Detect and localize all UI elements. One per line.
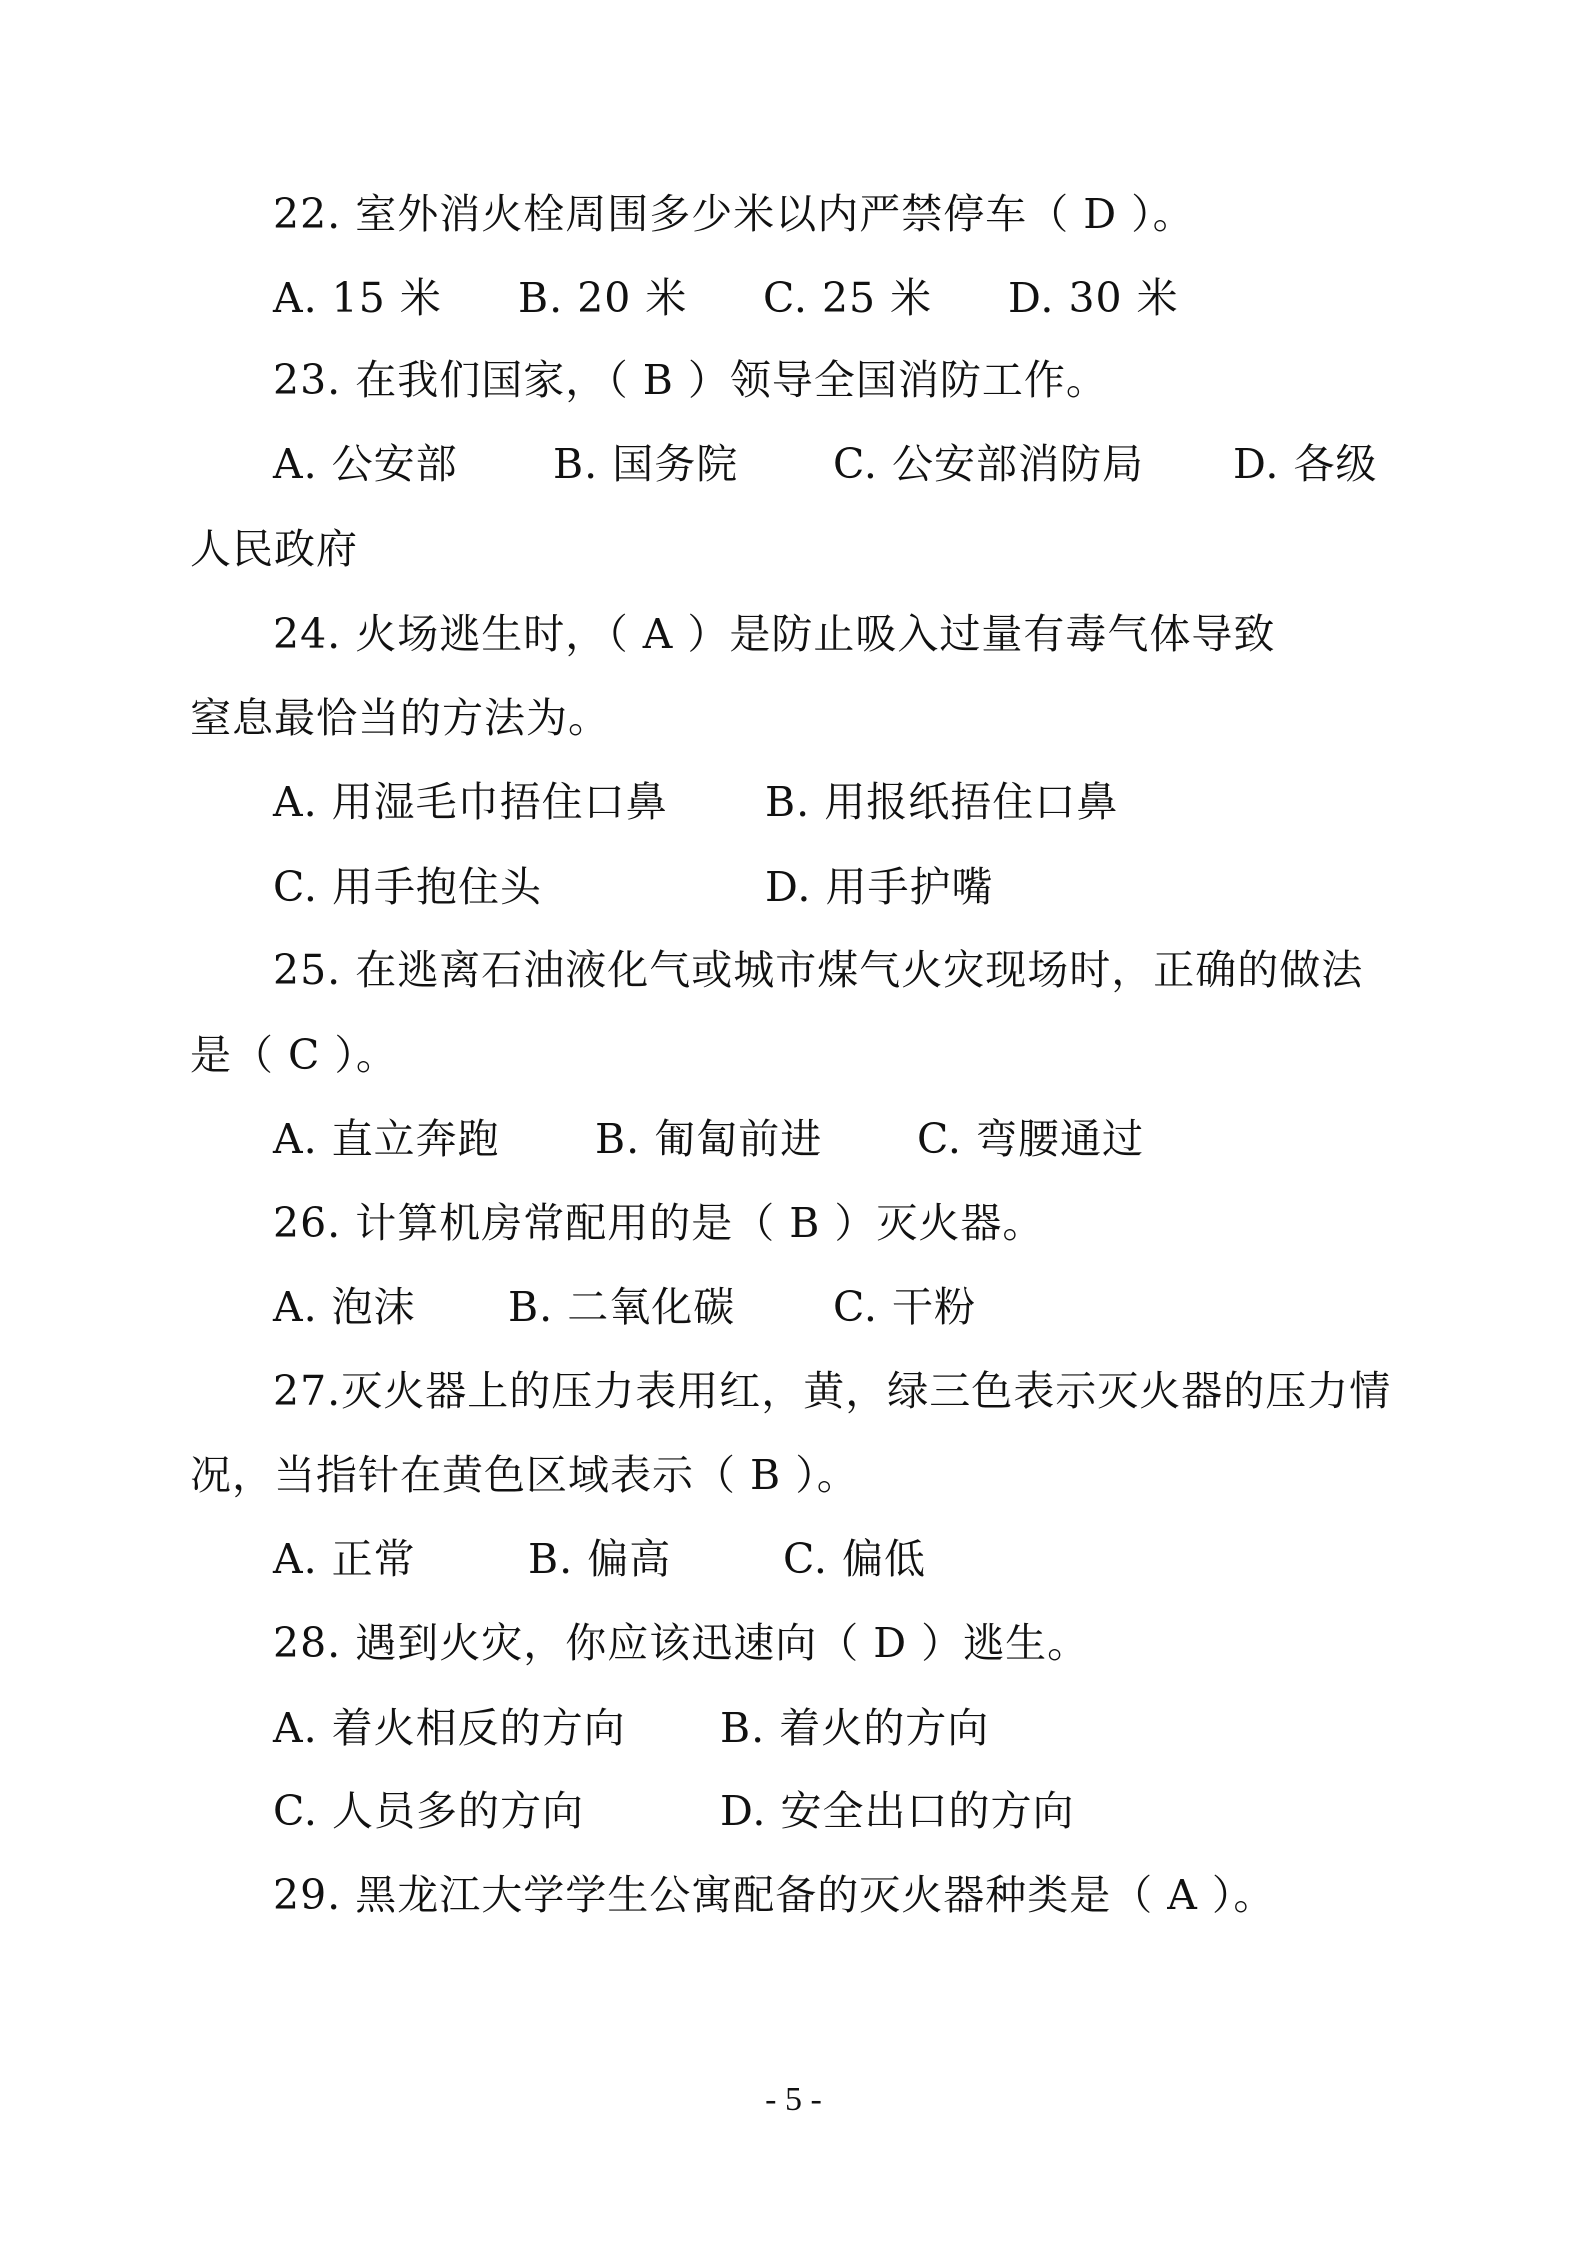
option-c: C. 干粉: [833, 1283, 976, 1331]
question-27-text: 27.灭火器上的压力表用红，黄，绿三色表示灭火器的压力情: [273, 1367, 1392, 1415]
question-24-continuation: 窒息最恰当的方法为。: [190, 694, 610, 742]
question-25-continuation: 是（ C ）。: [190, 1031, 398, 1079]
option-c: C. 偏低: [783, 1535, 926, 1583]
option-c: C. 人员多的方向: [273, 1787, 584, 1835]
option-c: C. 公安部消防局: [833, 440, 1144, 488]
option-a: A. 公安部: [273, 440, 458, 488]
option-d: D. 安全出口的方向: [720, 1787, 1075, 1835]
question-26-text: 26. 计算机房常配用的是（ B ）灭火器。: [273, 1199, 1045, 1247]
option-c: C. 弯腰通过: [917, 1115, 1144, 1163]
option-c: C. 25 米: [763, 274, 933, 322]
option-b: B. 国务院: [553, 440, 739, 488]
option-c: C. 用手抱住头: [273, 863, 542, 911]
option-a: A. 15 米: [273, 274, 442, 322]
question-25-text: 25. 在逃离石油液化气或城市煤气火灾现场时，正确的做法: [273, 946, 1364, 994]
option-a: A. 用湿毛巾捂住口鼻: [273, 778, 668, 826]
option-d: D. 各级: [1233, 440, 1378, 488]
option-b: B. 匍匐前进: [595, 1115, 823, 1163]
question-22-text: 22. 室外消火栓周围多少米以内严禁停车（ D ）。: [273, 190, 1195, 238]
option-b: B. 着火的方向: [720, 1704, 990, 1752]
option-a: A. 直立奔跑: [273, 1115, 500, 1163]
option-d: D. 用手护嘴: [765, 863, 994, 911]
option-a: A. 泡沫: [273, 1283, 416, 1331]
question-23-continuation: 人民政府: [190, 525, 358, 573]
question-27-continuation: 况，当指针在黄色区域表示（ B ）。: [190, 1451, 859, 1499]
question-28-text: 28. 遇到火灾，你应该迅速向（ D ）逃生。: [273, 1619, 1090, 1667]
option-a: A. 着火相反的方向: [273, 1704, 626, 1752]
option-b: B. 20 米: [518, 274, 688, 322]
question-29-text: 29. 黑龙江大学学生公寓配备的灭火器种类是（ A ）。: [273, 1871, 1276, 1919]
question-24-text: 24. 火场逃生时，（ A ）是防止吸入过量有毒气体导致: [273, 610, 1276, 658]
option-d: D. 30 米: [1008, 274, 1179, 322]
option-b: B. 用报纸捂住口鼻: [765, 778, 1119, 826]
question-23-text: 23. 在我们国家，（ B ）领导全国消防工作。: [273, 356, 1108, 404]
option-b: B. 偏高: [528, 1535, 672, 1583]
option-b: B. 二氧化碳: [508, 1283, 736, 1331]
page-number: - 5 -: [765, 2081, 822, 2118]
option-a: A. 正常: [273, 1535, 416, 1583]
